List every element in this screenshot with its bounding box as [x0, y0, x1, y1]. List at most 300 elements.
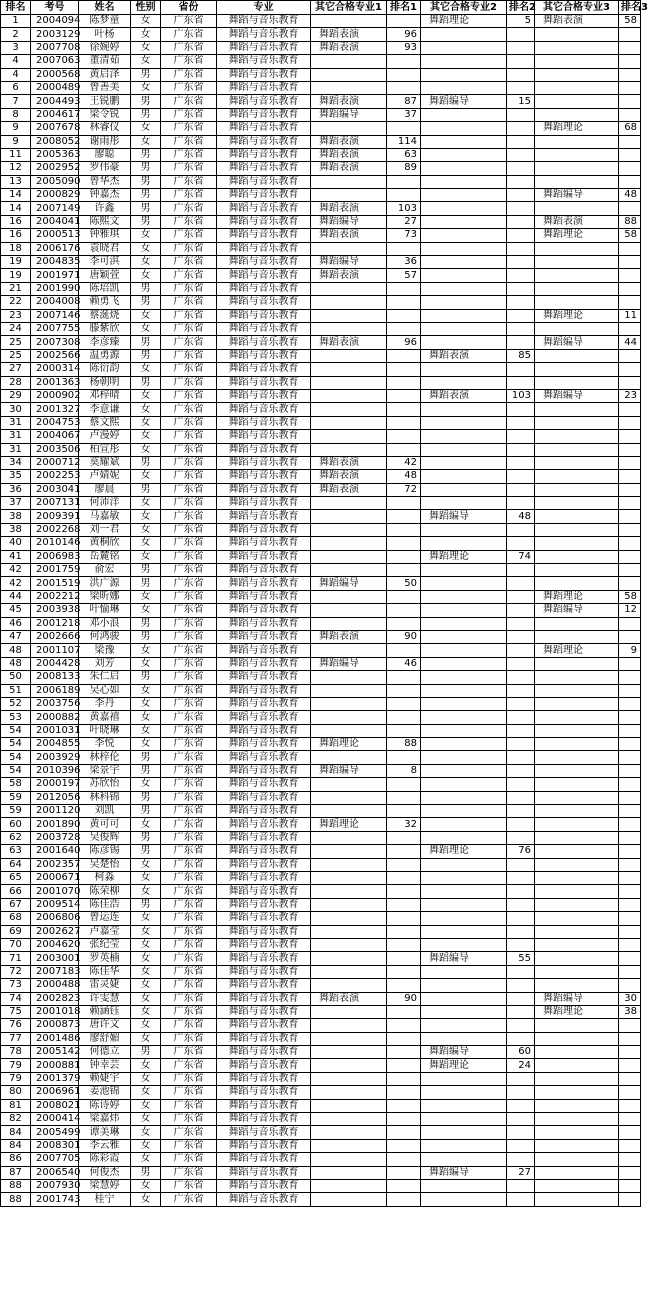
table-row: [1, 1193, 641, 1206]
name-cell: 柏宣彤: [79, 443, 131, 456]
province-cell: 广东省: [161, 872, 217, 885]
province-cell: 广东省: [161, 1139, 217, 1152]
gender-cell: 女: [131, 872, 161, 885]
rank-1-cell: [387, 1139, 421, 1152]
other-major-1-cell: [311, 322, 387, 335]
rank-2-cell: 76: [507, 845, 535, 858]
other-major-3-cell: [535, 1139, 619, 1152]
rank-3-cell: 9: [619, 644, 641, 657]
rank-3-cell: 88: [619, 215, 641, 228]
exam-id-cell: 2004493: [31, 95, 79, 108]
name-cell: 钟雅琪: [79, 229, 131, 242]
rank-1-cell: 114: [387, 135, 421, 148]
rank-2-cell: [507, 630, 535, 643]
province-cell: 广东省: [161, 1126, 217, 1139]
other-major-3-cell: [535, 818, 619, 831]
province-cell: 广东省: [161, 256, 217, 269]
province-cell: 广东省: [161, 898, 217, 911]
table-row: [1, 1179, 641, 1192]
gender-cell: 男: [131, 805, 161, 818]
gender-cell: 女: [131, 242, 161, 255]
table-row: [1, 1166, 641, 1179]
gender-cell: 女: [131, 1086, 161, 1099]
major-cell: 舞蹈与音乐教育: [217, 162, 311, 175]
other-major-3-cell: [535, 1113, 619, 1126]
other-major-2-cell: [421, 979, 507, 992]
province-cell: 广东省: [161, 537, 217, 550]
exam-id-cell: 2006176: [31, 242, 79, 255]
rank-1-cell: [387, 497, 421, 510]
rank-1-cell: [387, 376, 421, 389]
other-major-3-cell: [535, 751, 619, 764]
rank-cell: 27: [1, 363, 31, 376]
other-major-3-cell: 舞蹈理论: [535, 644, 619, 657]
other-major-3-cell: [535, 349, 619, 362]
major-cell: 舞蹈与音乐教育: [217, 657, 311, 670]
exam-id-cell: 2000902: [31, 389, 79, 402]
rank-cell: 12: [1, 162, 31, 175]
other-major-1-cell: [311, 965, 387, 978]
gender-cell: 女: [131, 322, 161, 335]
exam-id-cell: 2007678: [31, 122, 79, 135]
other-major-2-cell: [421, 322, 507, 335]
exam-id-cell: 2001743: [31, 1193, 79, 1206]
other-major-3-cell: [535, 28, 619, 41]
province-cell: 广东省: [161, 376, 217, 389]
major-cell: 舞蹈与音乐教育: [217, 550, 311, 563]
major-cell: 舞蹈与音乐教育: [217, 282, 311, 295]
rank-cell: 4: [1, 68, 31, 81]
header-other-major-3: 其它合格专业3: [535, 1, 619, 15]
other-major-3-cell: [535, 965, 619, 978]
table-row: [1, 1099, 641, 1112]
major-cell: 舞蹈与音乐教育: [217, 322, 311, 335]
province-cell: 广东省: [161, 979, 217, 992]
rank-2-cell: [507, 443, 535, 456]
rank-1-cell: 46: [387, 657, 421, 670]
other-major-1-cell: 舞蹈表演: [311, 229, 387, 242]
rank-3-cell: [619, 202, 641, 215]
other-major-3-cell: [535, 1126, 619, 1139]
other-major-1-cell: [311, 925, 387, 938]
other-major-2-cell: [421, 925, 507, 938]
rank-3-cell: [619, 349, 641, 362]
major-cell: 舞蹈与音乐教育: [217, 1153, 311, 1166]
rank-2-cell: [507, 925, 535, 938]
other-major-3-cell: [535, 564, 619, 577]
name-cell: 姜池锦: [79, 1086, 131, 1099]
rank-3-cell: [619, 831, 641, 844]
other-major-3-cell: [535, 885, 619, 898]
other-major-3-cell: [535, 1193, 619, 1206]
gender-cell: 女: [131, 938, 161, 951]
name-cell: 罗英楠: [79, 952, 131, 965]
other-major-3-cell: [535, 738, 619, 751]
table-row: [1, 215, 641, 228]
exam-id-cell: 2008133: [31, 671, 79, 684]
gender-cell: 女: [131, 1126, 161, 1139]
header-rank-3: 排名3: [619, 1, 641, 15]
rank-2-cell: [507, 805, 535, 818]
other-major-2-cell: [421, 483, 507, 496]
major-cell: 舞蹈与音乐教育: [217, 724, 311, 737]
province-cell: 广东省: [161, 992, 217, 1005]
major-cell: 舞蹈与音乐教育: [217, 1139, 311, 1152]
table-row: [1, 604, 641, 617]
other-major-2-cell: [421, 523, 507, 536]
other-major-1-cell: [311, 1005, 387, 1018]
exam-id-cell: 2007063: [31, 55, 79, 68]
other-major-1-cell: [311, 1153, 387, 1166]
other-major-2-cell: [421, 336, 507, 349]
province-cell: 广东省: [161, 778, 217, 791]
rank-1-cell: [387, 322, 421, 335]
rank-cell: 47: [1, 630, 31, 643]
other-major-1-cell: [311, 296, 387, 309]
rank-1-cell: [387, 1193, 421, 1206]
rank-cell: 18: [1, 242, 31, 255]
table-row: [1, 1046, 641, 1059]
other-major-1-cell: [311, 644, 387, 657]
province-cell: 广东省: [161, 764, 217, 777]
other-major-2-cell: [421, 1153, 507, 1166]
rank-2-cell: [507, 671, 535, 684]
table-row: [1, 778, 641, 791]
rank-cell: 81: [1, 1099, 31, 1112]
rank-1-cell: 90: [387, 992, 421, 1005]
rank-2-cell: 60: [507, 1046, 535, 1059]
other-major-2-cell: [421, 202, 507, 215]
rank-1-cell: [387, 430, 421, 443]
rank-cell: 16: [1, 229, 31, 242]
major-cell: 舞蹈与音乐教育: [217, 336, 311, 349]
rank-2-cell: [507, 898, 535, 911]
rank-2-cell: [507, 697, 535, 710]
exam-id-cell: 2004617: [31, 108, 79, 121]
exam-id-cell: 2012056: [31, 791, 79, 804]
name-cell: 梁慧婷: [79, 1179, 131, 1192]
other-major-2-cell: [421, 81, 507, 94]
rank-cell: 30: [1, 403, 31, 416]
exam-id-cell: 2000568: [31, 68, 79, 81]
exam-id-cell: 2004855: [31, 738, 79, 751]
other-major-1-cell: 舞蹈表演: [311, 456, 387, 469]
exam-id-cell: 2007308: [31, 336, 79, 349]
exam-id-cell: 2003756: [31, 697, 79, 710]
major-cell: 舞蹈与音乐教育: [217, 41, 311, 54]
rank-2-cell: [507, 497, 535, 510]
rank-cell: 60: [1, 818, 31, 831]
rank-cell: 2: [1, 28, 31, 41]
other-major-3-cell: [535, 979, 619, 992]
other-major-2-cell: 舞蹈编导: [421, 1166, 507, 1179]
other-major-1-cell: 舞蹈编导: [311, 657, 387, 670]
gender-cell: 男: [131, 751, 161, 764]
exam-id-cell: 2004835: [31, 256, 79, 269]
other-major-2-cell: [421, 1139, 507, 1152]
other-major-1-cell: [311, 671, 387, 684]
exam-id-cell: 2001486: [31, 1032, 79, 1045]
other-major-1-cell: [311, 1099, 387, 1112]
rank-3-cell: [619, 550, 641, 563]
rank-cell: 35: [1, 470, 31, 483]
exam-id-cell: 2003929: [31, 751, 79, 764]
rank-1-cell: [387, 751, 421, 764]
table-row: [1, 269, 641, 282]
rank-cell: 21: [1, 282, 31, 295]
other-major-1-cell: [311, 1086, 387, 1099]
other-major-1-cell: [311, 1113, 387, 1126]
other-major-2-cell: [421, 189, 507, 202]
table-row: [1, 845, 641, 858]
province-cell: 广东省: [161, 28, 217, 41]
gender-cell: 女: [131, 135, 161, 148]
rank-cell: 25: [1, 336, 31, 349]
other-major-2-cell: [421, 296, 507, 309]
other-major-1-cell: [311, 403, 387, 416]
header-rank-2: 排名2: [507, 1, 535, 15]
rank-1-cell: [387, 1099, 421, 1112]
other-major-1-cell: [311, 550, 387, 563]
rank-1-cell: [387, 778, 421, 791]
major-cell: 舞蹈与音乐教育: [217, 938, 311, 951]
table-row: [1, 282, 641, 295]
rank-cell: 58: [1, 778, 31, 791]
rank-3-cell: [619, 711, 641, 724]
province-cell: 广东省: [161, 577, 217, 590]
header-other-major-1: 其它合格专业1: [311, 1, 387, 15]
other-major-2-cell: 舞蹈理论: [421, 550, 507, 563]
other-major-1-cell: [311, 242, 387, 255]
rank-2-cell: 103: [507, 389, 535, 402]
other-major-1-cell: [311, 898, 387, 911]
other-major-3-cell: [535, 416, 619, 429]
other-major-1-cell: [311, 684, 387, 697]
rank-3-cell: [619, 764, 641, 777]
rank-cell: 76: [1, 1019, 31, 1032]
other-major-2-cell: [421, 1032, 507, 1045]
other-major-3-cell: [535, 1153, 619, 1166]
other-major-1-cell: [311, 1139, 387, 1152]
rank-3-cell: [619, 965, 641, 978]
gender-cell: 女: [131, 1139, 161, 1152]
table-row: [1, 912, 641, 925]
rank-2-cell: 74: [507, 550, 535, 563]
gender-cell: 女: [131, 416, 161, 429]
table-row: [1, 751, 641, 764]
rank-1-cell: [387, 1126, 421, 1139]
rank-2-cell: [507, 979, 535, 992]
table-row: [1, 95, 641, 108]
table-row: [1, 68, 641, 81]
rank-cell: 45: [1, 604, 31, 617]
rank-3-cell: [619, 135, 641, 148]
other-major-3-cell: 舞蹈编导: [535, 992, 619, 1005]
other-major-1-cell: 舞蹈理论: [311, 818, 387, 831]
rank-cell: 50: [1, 671, 31, 684]
major-cell: 舞蹈与音乐教育: [217, 617, 311, 630]
name-cell: 梁令锐: [79, 108, 131, 121]
other-major-3-cell: 舞蹈编导: [535, 336, 619, 349]
other-major-1-cell: [311, 805, 387, 818]
rank-3-cell: [619, 912, 641, 925]
name-cell: 赖涵钰: [79, 1005, 131, 1018]
rank-2-cell: [507, 215, 535, 228]
table-row: [1, 1113, 641, 1126]
other-major-3-cell: [535, 95, 619, 108]
rank-3-cell: [619, 791, 641, 804]
rank-3-cell: [619, 497, 641, 510]
province-cell: 广东省: [161, 952, 217, 965]
province-cell: 广东省: [161, 242, 217, 255]
table-row: [1, 483, 641, 496]
other-major-1-cell: 舞蹈表演: [311, 269, 387, 282]
rank-3-cell: [619, 296, 641, 309]
other-major-1-cell: 舞蹈表演: [311, 630, 387, 643]
other-major-2-cell: [421, 68, 507, 81]
rank-1-cell: [387, 416, 421, 429]
rank-3-cell: [619, 952, 641, 965]
other-major-2-cell: [421, 1126, 507, 1139]
rank-cell: 82: [1, 1113, 31, 1126]
other-major-1-cell: [311, 1126, 387, 1139]
major-cell: 舞蹈与音乐教育: [217, 1126, 311, 1139]
name-cell: 洪广源: [79, 577, 131, 590]
other-major-3-cell: [535, 630, 619, 643]
rank-1-cell: 48: [387, 470, 421, 483]
rank-1-cell: 90: [387, 630, 421, 643]
major-cell: 舞蹈与音乐教育: [217, 1166, 311, 1179]
rank-1-cell: [387, 15, 421, 28]
other-major-2-cell: [421, 738, 507, 751]
rank-2-cell: [507, 322, 535, 335]
rank-1-cell: [387, 1059, 421, 1072]
rank-cell: 62: [1, 831, 31, 844]
table-row: [1, 577, 641, 590]
rank-cell: 29: [1, 389, 31, 402]
gender-cell: 男: [131, 564, 161, 577]
gender-cell: 女: [131, 363, 161, 376]
rank-1-cell: 36: [387, 256, 421, 269]
table-row: [1, 697, 641, 710]
table-row: [1, 148, 641, 161]
name-cell: 桂宁: [79, 1193, 131, 1206]
major-cell: 舞蹈与音乐教育: [217, 965, 311, 978]
rank-2-cell: [507, 564, 535, 577]
other-major-2-cell: [421, 1179, 507, 1192]
name-cell: 廖晨: [79, 483, 131, 496]
gender-cell: 女: [131, 885, 161, 898]
rank-cell: 38: [1, 523, 31, 536]
major-cell: 舞蹈与音乐教育: [217, 15, 311, 28]
name-cell: 钟嘉杰: [79, 189, 131, 202]
other-major-2-cell: [421, 965, 507, 978]
rank-2-cell: [507, 577, 535, 590]
rank-cell: 13: [1, 175, 31, 188]
rank-2-cell: [507, 456, 535, 469]
table-row: [1, 644, 641, 657]
gender-cell: 女: [131, 912, 161, 925]
other-major-2-cell: [421, 256, 507, 269]
table-row: [1, 1072, 641, 1085]
rank-cell: 54: [1, 724, 31, 737]
other-major-2-cell: [421, 630, 507, 643]
rank-1-cell: [387, 938, 421, 951]
table-row: [1, 684, 641, 697]
exam-id-cell: 2003041: [31, 483, 79, 496]
rank-3-cell: [619, 671, 641, 684]
rank-3-cell: [619, 322, 641, 335]
major-cell: 舞蹈与音乐教育: [217, 256, 311, 269]
exam-id-cell: 2007708: [31, 41, 79, 54]
table-row: [1, 1126, 641, 1139]
rank-1-cell: [387, 604, 421, 617]
rank-3-cell: [619, 81, 641, 94]
rank-2-cell: [507, 108, 535, 121]
rank-3-cell: [619, 1046, 641, 1059]
header-other-major-2: 其它合格专业2: [421, 1, 507, 15]
other-major-2-cell: [421, 805, 507, 818]
rank-cell: 71: [1, 952, 31, 965]
table-row: [1, 537, 641, 550]
major-cell: 舞蹈与音乐教育: [217, 349, 311, 362]
gender-cell: 男: [131, 456, 161, 469]
rank-cell: 78: [1, 1046, 31, 1059]
rank-1-cell: 42: [387, 456, 421, 469]
other-major-3-cell: [535, 41, 619, 54]
gender-cell: 男: [131, 376, 161, 389]
exam-id-cell: 2007183: [31, 965, 79, 978]
rank-2-cell: [507, 55, 535, 68]
name-cell: 吴俊辉: [79, 831, 131, 844]
province-cell: 广东省: [161, 229, 217, 242]
other-major-3-cell: [535, 403, 619, 416]
gender-cell: 女: [131, 389, 161, 402]
name-cell: 梁昕娜: [79, 590, 131, 603]
rank-3-cell: [619, 456, 641, 469]
exam-id-cell: 2007705: [31, 1153, 79, 1166]
rank-2-cell: 15: [507, 95, 535, 108]
gender-cell: 男: [131, 68, 161, 81]
rank-cell: 16: [1, 215, 31, 228]
gender-cell: 女: [131, 122, 161, 135]
province-cell: 广东省: [161, 403, 217, 416]
rank-3-cell: [619, 845, 641, 858]
name-cell: 林梓伦: [79, 751, 131, 764]
rank-2-cell: [507, 791, 535, 804]
table-row: [1, 189, 641, 202]
other-major-3-cell: [535, 376, 619, 389]
province-cell: 广东省: [161, 657, 217, 670]
other-major-3-cell: [535, 711, 619, 724]
exam-id-cell: 2002357: [31, 858, 79, 871]
table-row: [1, 805, 641, 818]
province-cell: 广东省: [161, 108, 217, 121]
other-major-1-cell: 舞蹈编导: [311, 764, 387, 777]
table-row: [1, 229, 641, 242]
other-major-2-cell: [421, 938, 507, 951]
rank-cell: 72: [1, 965, 31, 978]
other-major-1-cell: [311, 845, 387, 858]
province-cell: 广东省: [161, 724, 217, 737]
name-cell: 蔡文熙: [79, 416, 131, 429]
exam-id-cell: 2001031: [31, 724, 79, 737]
rank-cell: 66: [1, 885, 31, 898]
province-cell: 广东省: [161, 162, 217, 175]
name-cell: 卢漫婷: [79, 430, 131, 443]
exam-id-cell: 2009391: [31, 510, 79, 523]
rank-3-cell: [619, 95, 641, 108]
